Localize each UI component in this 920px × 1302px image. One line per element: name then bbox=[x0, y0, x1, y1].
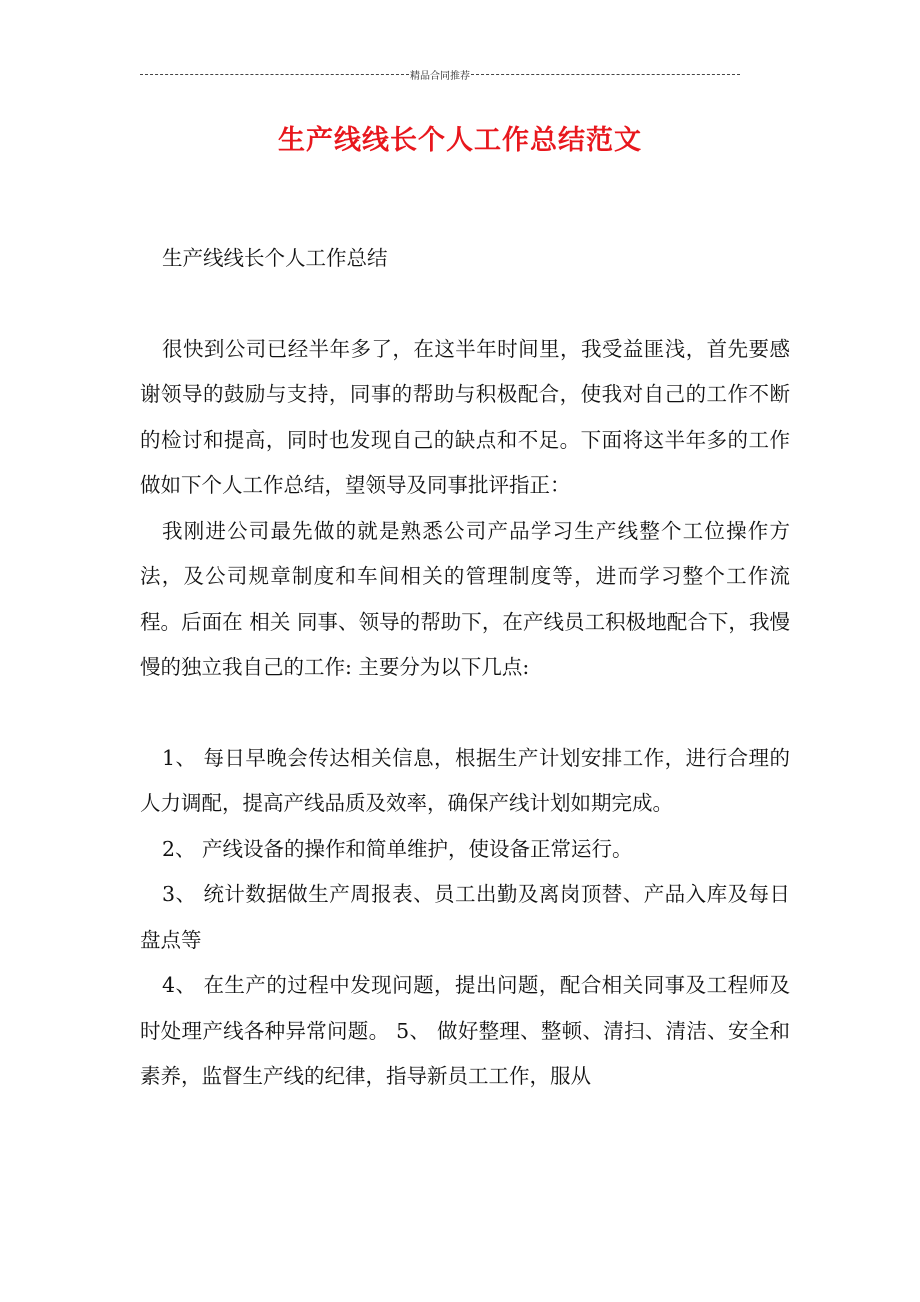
header-rule bbox=[140, 66, 740, 82]
document-subtitle: 生产线线长个人工作总结 bbox=[162, 246, 388, 270]
list-item: 3、 统计数据做生产周报表、员工出勤及离岗顶替、产品入库及每日盘点等 bbox=[140, 882, 790, 952]
list-item: 1、 每日早晚会传达相关信息，根据生产计划安排工作，进行合理的人力调配，提高产线品质及效率，确保产线计划如期完成。 bbox=[140, 745, 790, 815]
document-body bbox=[140, 236, 790, 1100]
paragraph-duties-intro: 我刚进公司最先做的就是熟悉公司产品学习生产线整个工位操作方法，及公司规章制度和车间相关的管理制度等，进而学习整个工作流程。后面在 相关 同事、领导的帮助下，在产线员工积极地配合下，我慢慢的独立我自己的工作: 主要分为以下几点: bbox=[140, 518, 790, 679]
document-title: 生产线线长个人工作总结范文 bbox=[278, 125, 642, 156]
list-item: 2、 产线设备的操作和简单维护，使设备正常运行。 bbox=[162, 836, 633, 861]
header-label: 精品合同推荐 bbox=[410, 70, 470, 82]
header-dash-left bbox=[140, 74, 409, 75]
header-dash-right bbox=[471, 74, 740, 75]
list-item: 4、 在生产的过程中发现问题，提出问题，配合相关同事及工程师及时处理产线各种异常问题。 5、 做好整理、整顿、清扫、清洁、安全和素养，监督生产线的纪律，指导新员工工作，服从 bbox=[140, 973, 790, 1088]
paragraph-intro: 很快到公司已经半年多了，在这半年时间里，我受益匪浅，首先要感谢领导的鼓励与支持，同事的帮助与积极配合，使我对自己的工作不断的检讨和提高，同时也发现自己的缺点和不足。下面将这半年多的工作做如下个人工作总结，望领导及同事批评指正： bbox=[140, 336, 790, 497]
